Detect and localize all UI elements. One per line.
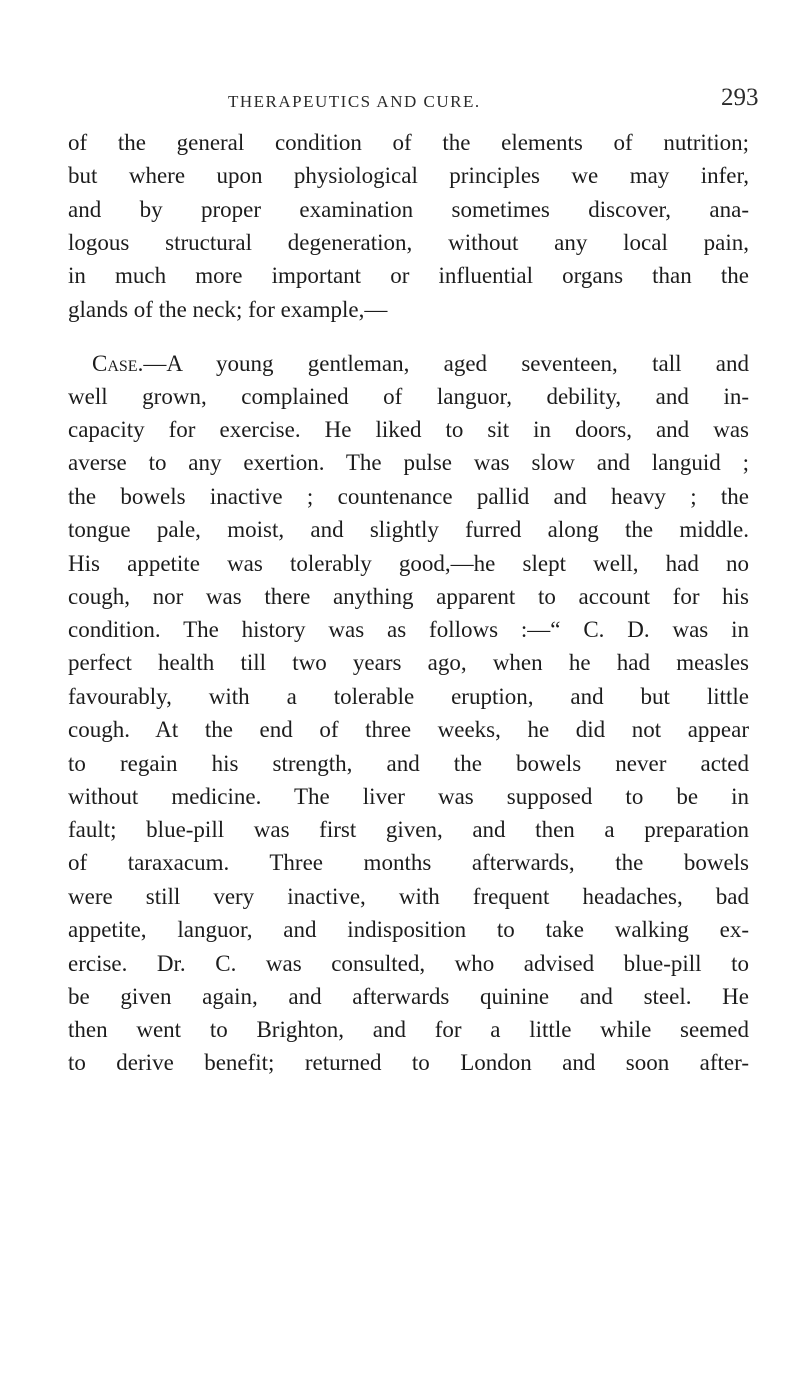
text-line: cough. At the end of three weeks, he did not appear	[68, 717, 749, 742]
case-label: Case.	[92, 351, 144, 376]
case-opening-text: —A young gentleman, aged seventeen, tall and	[143, 351, 749, 376]
text-line: but where upon physiological principles we may infer,	[68, 163, 749, 188]
text-line: capacity for exercise. He liked to sit in doors, and was	[68, 417, 749, 442]
text-line: averse to any exertion. The pulse was slow and languid ;	[68, 450, 749, 475]
page-number: 293	[721, 84, 759, 111]
text-line: without medicine. The liver was supposed to be in	[68, 784, 749, 809]
text-line: to regain his strength, and the bowels never acted	[68, 751, 749, 776]
text-line: and by proper examination sometimes discover, ana-	[68, 197, 749, 222]
text-line: favourably, with a tolerable eruption, and but little	[68, 684, 749, 709]
text-line: be given again, and afterwards quinine and steel. He	[68, 984, 749, 1009]
text-line: were still very inactive, with frequent headaches, bad	[68, 884, 749, 909]
text-line: tongue pale, moist, and slightly furred along the middle.	[68, 517, 749, 542]
text-line: glands of the neck; for example,—	[68, 297, 388, 322]
text-line: then went to Brighton, and for a little while seemed	[68, 1017, 749, 1042]
text-line: to derive benefit; returned to London and soon after-	[68, 1050, 749, 1075]
text-line: fault; blue-pill was first given, and then a preparation	[68, 817, 749, 842]
text-line: His appetite was tolerably good,—he slept well, had no	[68, 551, 749, 576]
text-line: condition. The history was as follows :—“ C. D. was in	[68, 617, 749, 642]
text-line: cough, nor was there anything apparent to account for his	[68, 584, 749, 609]
text-line: well grown, complained of languor, debility, and in-	[68, 384, 749, 409]
text-line: perfect health till two years ago, when he had measles	[68, 650, 749, 675]
text-line: the bowels inactive ; countenance pallid and heavy ; the	[68, 484, 749, 509]
running-head: THERAPEUTICS AND CURE.	[228, 92, 481, 111]
text-line: appetite, languor, and indisposition to take walking ex-	[68, 917, 749, 942]
text-line: ercise. Dr. C. was consulted, who advised blue-pill to	[68, 951, 749, 976]
text-line: of taraxacum. Three months afterwards, the bowels	[68, 850, 749, 875]
text-line: in much more important or influential organs than the	[68, 263, 749, 288]
text-line: of the general condition of the elements of nutrition;	[68, 130, 749, 155]
text-line-case-opening	[92, 349, 749, 379]
text-line: logous structural degeneration, without any local pain,	[68, 230, 749, 255]
